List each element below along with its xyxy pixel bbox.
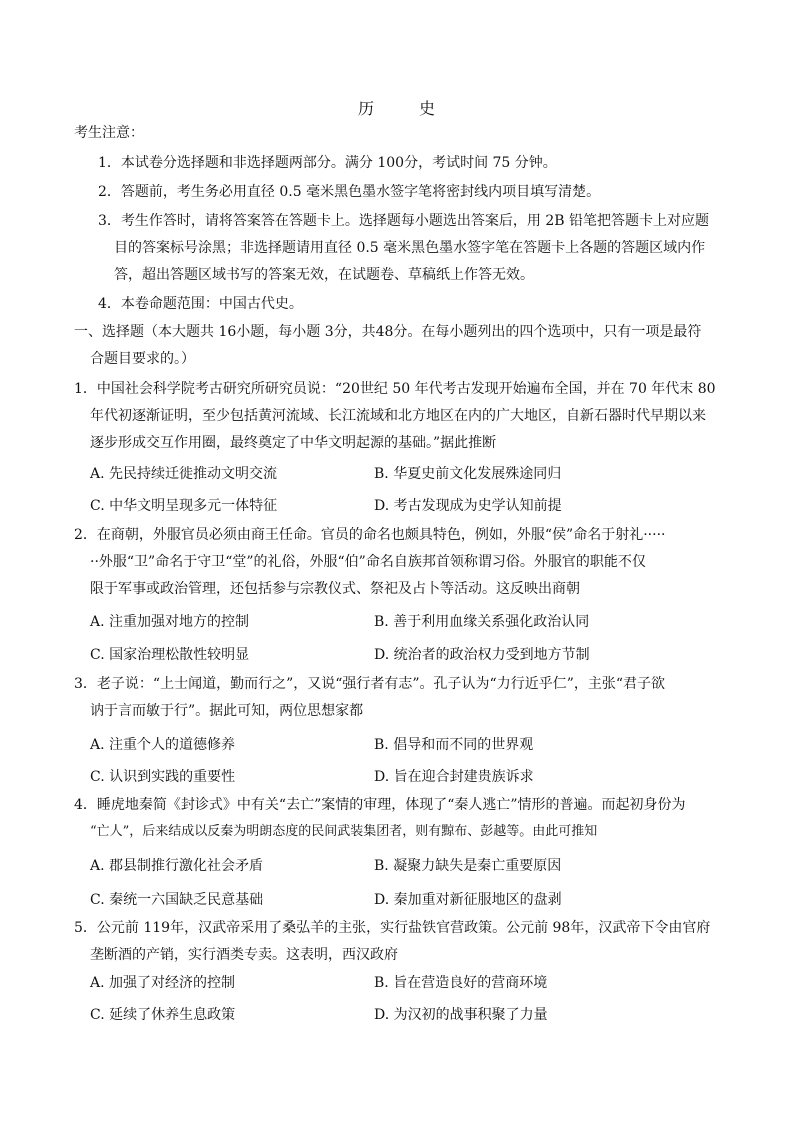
notice-item-3-line-3: 答，超出答题区域书写的答案无效，在试题卷、草稿纸上作答无效。	[114, 267, 534, 283]
question-1-stem: 1．中国社会科学院考古研究所研究员说：“20世纪 50 年代考古发现开始遍布全国，并在 70 年代末 80	[74, 381, 716, 397]
question-1-option-a[interactable]: A. 先民持续迁徙推动文明交流	[90, 466, 278, 482]
question-2-stem: 2．在商朝，外服官员必须由商王任命。官员的命名也颇具特色，例如，外服“侯”命名于射礼·····	[74, 527, 666, 543]
question-4-option-d[interactable]: D. 秦加重对新征服地区的盘剥	[374, 892, 562, 908]
question-5-option-b[interactable]: B. 旨在营造良好的营商环境	[374, 975, 548, 991]
section-heading: 一、选择题（本大题共 16小题，每小题 3分，共48分。在每小题列出的四个选项中，只有一项是最符	[74, 324, 702, 340]
question-3-option-d[interactable]: D. 旨在迎合封建贵族诉求	[374, 769, 534, 785]
section-heading-line-2: 合题目要求的。）	[90, 351, 195, 367]
notice-item-3-line-2: 目的答案标号涂黑；非选择题请用直径 0.5 毫米黑色墨水签字笔在答题卡上各题的答题区域内作	[114, 240, 706, 256]
question-1-stem-line-2: 年代初逐渐证明，至少包括黄河流域、长江流域和北方地区在内的广大地区，自新石器时代早期以来	[90, 408, 706, 424]
question-4-option-c[interactable]: C. 秦统一六国缺乏民意基础	[90, 892, 264, 908]
notice-item-1: 1．本试卷分选择题和非选择题两部分。满分 100分，考试时间 75 分钟。	[98, 155, 557, 171]
question-2-option-b[interactable]: B. 善于利用血缘关系强化政治认同	[374, 614, 590, 630]
question-3-option-c[interactable]: C. 认识到实践的重要性	[90, 769, 236, 785]
question-5-option-c[interactable]: C. 延续了休养生息政策	[90, 1007, 236, 1023]
question-5-option-a[interactable]: A. 加强了对经济的控制	[90, 975, 236, 991]
question-5-stem-line-2: 垄断酒的产销，实行酒类专卖。这表明，西汉政府	[90, 947, 398, 963]
question-2-option-a[interactable]: A. 注重加强对地方的控制	[90, 614, 250, 630]
question-4-option-b[interactable]: B. 凝聚力缺失是秦亡重要原因	[374, 858, 562, 874]
question-5-option-d[interactable]: D. 为汉初的战事积聚了力量	[374, 1007, 548, 1023]
question-2-stem-line-2: ··外服“卫”命名于守卫“堂”的礼俗，外服“伯”命名自族邦首领称谓习俗。外服官的职能不仅	[90, 554, 646, 570]
notice-item-3: 3．考生作答时，请将答案答在答题卡上。选择题每小题选出答案后，用 2B 铅笔把答题卡上对应题	[98, 213, 710, 229]
question-2-stem-line-3: 限于军事或政治管理，还包括参与宗教仪式、祭祀及占卜等活动。这反映出商朝	[90, 581, 580, 597]
question-1-option-b[interactable]: B. 华夏史前文化发展殊途同归	[374, 466, 562, 482]
question-4-stem: 4．睡虎地秦简《封诊式》中有关“去亡”案情的审理，体现了“秦人逃亡”情形的普遍。而起初身份为	[74, 797, 686, 813]
question-4-option-a[interactable]: A. 郡县制推行激化社会矛盾	[90, 858, 264, 874]
notice-item-2: 2．答题前，考生务必用直径 0.5 毫米黑色墨水签字笔将密封线内项目填写清楚。	[98, 184, 601, 200]
question-1-option-c[interactable]: C. 中华文明呈现多元一体特征	[90, 498, 278, 514]
question-3-stem: 3．老子说：“上士闻道，勤而行之”，又说“强行者有志”。孔子认为“力行近乎仁”，主张“君子欲	[74, 676, 666, 692]
page-title: 历 史	[357, 99, 456, 118]
notice-heading: 考生注意：	[74, 125, 144, 141]
question-5-stem: 5．公元前 119年，汉武帝采用了桑弘羊的主张，实行盐铁官营政策。公元前 98年，汉武帝下令由官府	[74, 920, 711, 936]
question-2-option-d[interactable]: D. 统治者的政治权力受到地方节制	[374, 647, 590, 663]
question-3-option-b[interactable]: B. 倡导和而不同的世界观	[374, 737, 534, 753]
question-1-option-d[interactable]: D. 考古发现成为史学认知前提	[374, 498, 562, 514]
question-1-stem-line-3: 逐步形成交互作用圈，最终奠定了中华文明起源的基础。”据此推断	[90, 435, 497, 451]
question-4-stem-line-2: “亡人”，后来结成以反秦为明朗态度的民间武装集团者，则有黥布、彭越等。由此可推知	[90, 824, 598, 839]
question-3-stem-line-2: 讷于言而敏于行”。据此可知，两位思想家都	[90, 703, 364, 719]
question-2-option-c[interactable]: C. 国家治理松散性较明显	[90, 647, 250, 663]
notice-item-4: 4．本卷命题范围：中国古代史。	[98, 296, 303, 312]
question-3-option-a[interactable]: A. 注重个人的道德修养	[90, 737, 236, 753]
